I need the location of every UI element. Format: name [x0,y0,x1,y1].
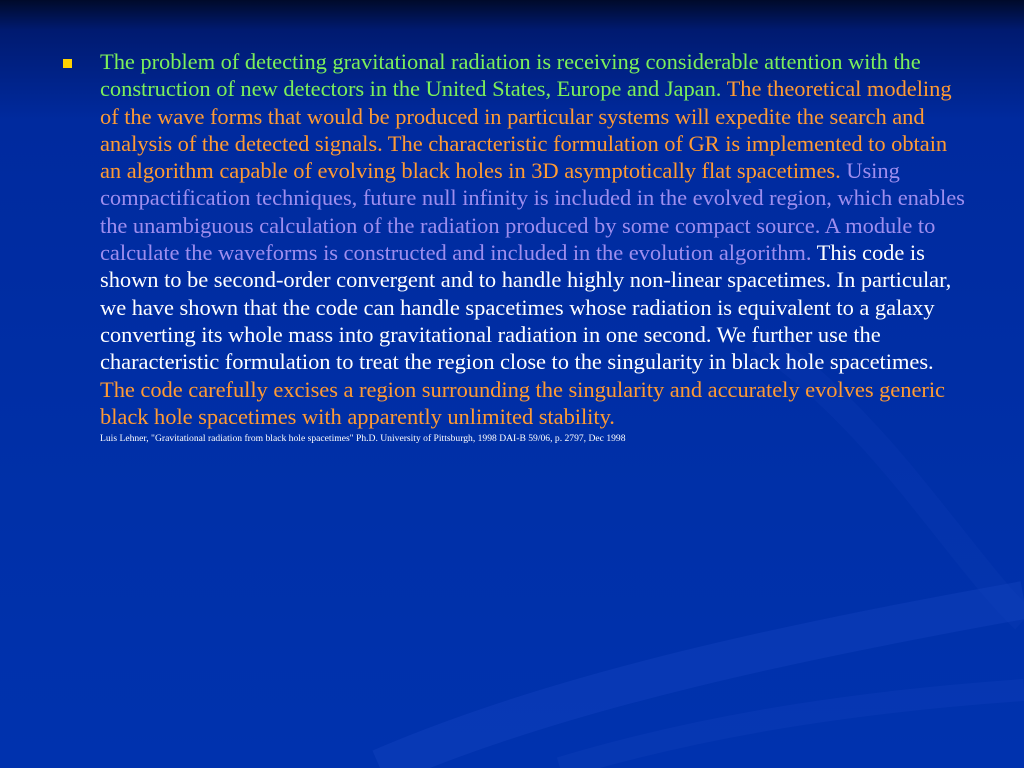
abstract-segment-orange-2: The code carefully excises a region surrounding the singularity and accurately evolves generic black hole spacetimes with apparently unlimited stability. [100,376,945,429]
abstract-segment-white: This code is shown to be second-order convergent and to handle highly non-linear spacetimes. In particular, we have shown that the code can handle spacetimes whose radiation is equivalent to a galaxy converting its whole mass into gravitational radiation in one second. We further use the characteristic formulation to treat the region close to the singularity in black hole spacetimes. [100,240,952,375]
square-bullet-icon [63,59,72,68]
abstract-segment-lavender: Using compactification techniques, future null infinity is included in the evolved region, which enables the unambiguous calculation of the radiation produced by some compact source. A module to calculate the waveforms is constructed and included in the evolution algorithm. [100,158,965,266]
bullet-item [60,48,965,445]
citation: Luis Lehner, "Gravitational radiation from black hole spacetimes" Ph.D. University of Pittsburgh, 1998 DAI-B 59/06, p. 2797, Dec 1998 [100,433,626,445]
slide-body [60,48,965,445]
abstract-segment-green: The problem of detecting gravitational radiation is receiving considerable attention with the construction of new detectors in the United States, Europe and Japan. [100,49,921,102]
abstract-segment-orange-1: The theoretical modeling of the wave forms that would be produced in particular systems will expedite the search and analysis of the detected signals. The characteristic formulation of GR is implemented to obtain an algorithm capable of evolving black holes in 3D asymptotically flat spacetimes. [100,76,952,184]
abstract-paragraph [100,48,965,430]
